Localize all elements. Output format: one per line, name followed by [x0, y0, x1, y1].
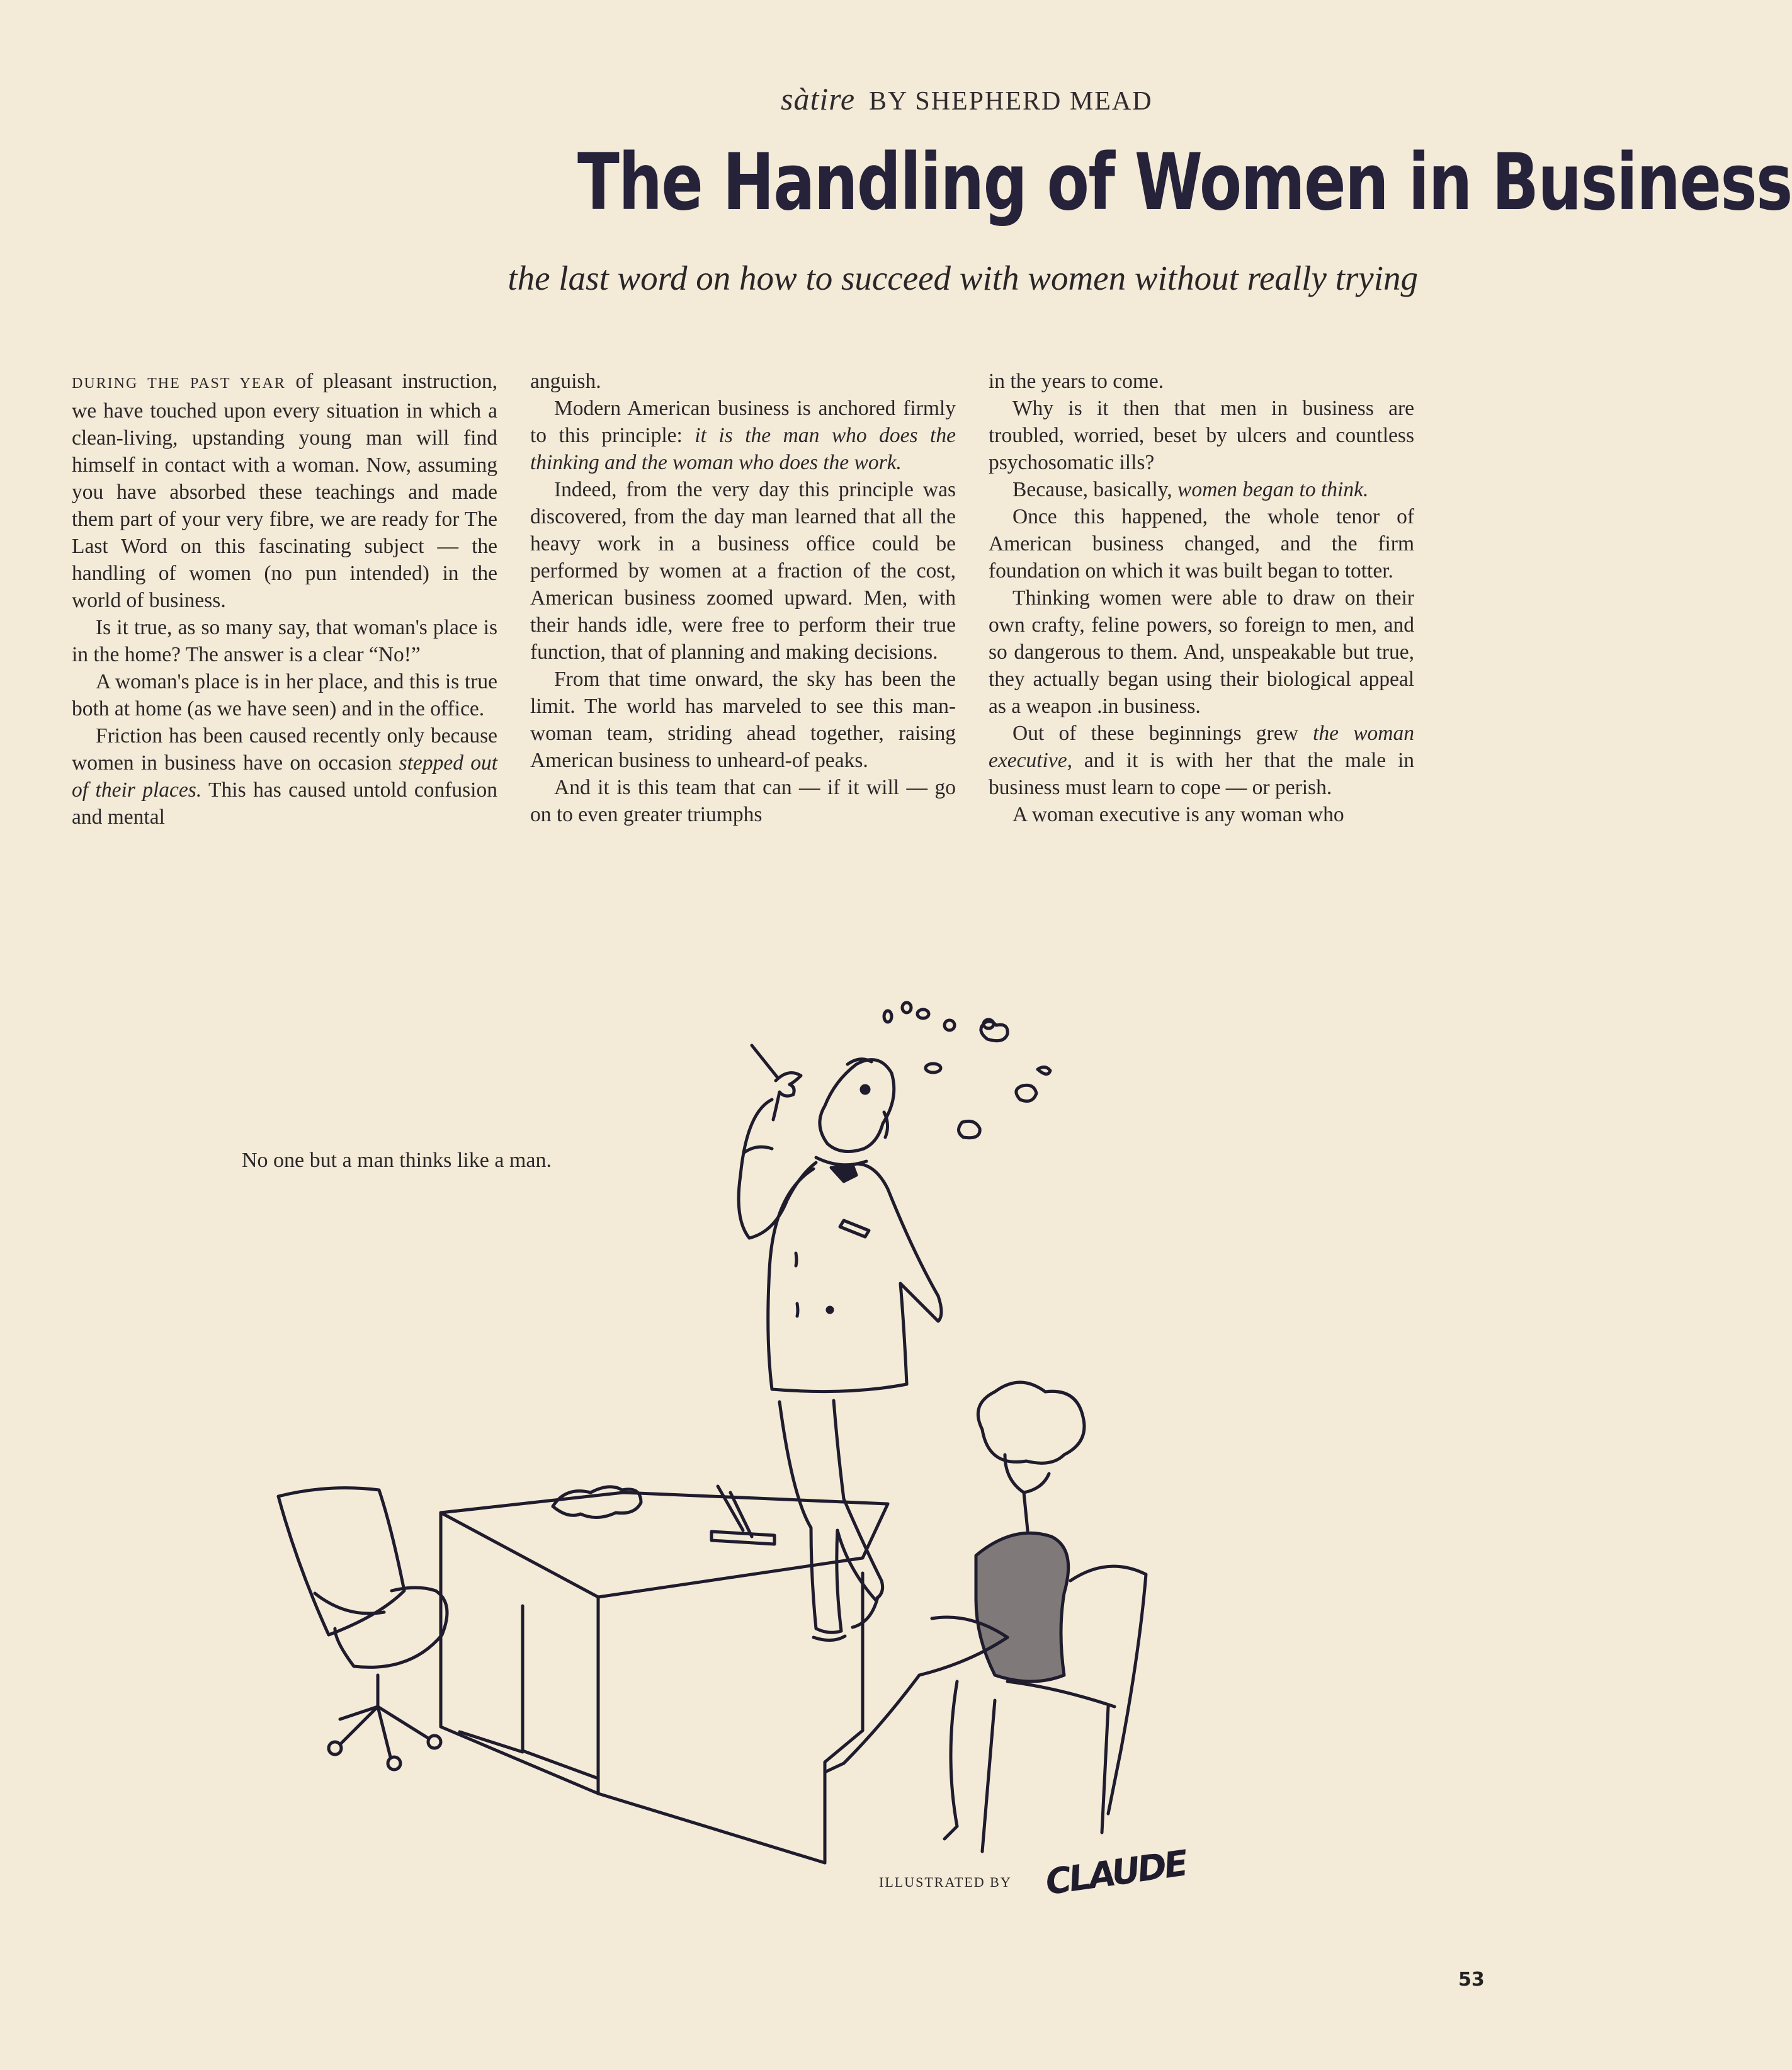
lead-in: DURING THE PAST YEAR — [72, 375, 286, 392]
paragraph: Is it true, as so many say, that woman's place is in the home? The answer is a clear “No!” — [72, 616, 497, 666]
cartoon-illustration — [252, 989, 1234, 1870]
subtitle: the last word on how to succeed with women without really trying — [508, 259, 1418, 297]
paragraph: Out of these beginnings grew the woman executive, and it is with her that the male in business must learn to cope — or perish. — [989, 722, 1414, 799]
man-figure — [739, 1045, 941, 1641]
headline: The Handling of Women in Business — [577, 137, 1792, 228]
section-label: sàtire — [781, 81, 856, 117]
cartoon-caption: No one but a man thinks like a man. — [242, 1149, 552, 1172]
artist-signature: CLAUDE — [1043, 1843, 1189, 1904]
paragraph: Indeed, from the very day this principle was discovered, from the day man learned that all the heavy work in a business office could be performed by women at a fraction of the cost, American business zoomed upward. Men, with their hands idle, were free to perform their true function, that of planning and making decisions. — [530, 478, 956, 664]
paragraph: A woman's place is in her place, and this is true both at home (as we have seen) and in the office. — [72, 670, 497, 720]
paragraph: And it is this team that can — if it will — go on to even greater triumphs — [530, 776, 956, 826]
page-number: 53 — [1458, 1969, 1485, 1991]
secretary-figure — [825, 1382, 1146, 1851]
paragraph: Because, basically, women began to think. — [1012, 478, 1369, 501]
column-3 — [989, 368, 1414, 828]
column-2 — [530, 368, 956, 828]
paragraph: Why is it then that men in business are troubled, worried, beset by ulcers and countless psychosomatic ills? — [989, 397, 1414, 474]
paragraph: A woman executive is any woman who — [1012, 803, 1344, 826]
paragraph: Once this happened, the whole tenor of American business changed, and the firm foundation on which it was built began to totter. — [989, 505, 1414, 583]
kicker — [781, 81, 1259, 117]
thought-bubbles — [884, 1003, 1050, 1138]
paragraph: From that time onward, the sky has been the limit. The world has marveled to see this man-woman team, striding ahead together, raising American business to unheard-of peaks. — [530, 668, 956, 772]
paragraph: in the years to come. — [989, 370, 1164, 393]
illustration-credit: ILLUSTRATED BY — [879, 1874, 1012, 1890]
paragraph: Friction has been caused recently only because women in business have on occasion stepped out of their places. This has caused untold confusion and mental — [72, 724, 498, 829]
paragraph: DURING THE PAST YEAR of pleasant instruction, we have touched upon every situation in which a clean-living, upstanding young man will find himself in contact with a woman. Now, assuming you have absorbed these teachings and made them part of your very fibre, we are ready for The Last Word on this fascinating subject — the handling of women (no pun intended) in the world of business. — [72, 370, 497, 612]
byline: BY SHEPHERD MEAD — [869, 87, 1153, 116]
paragraph: Modern American business is anchored firmly to this principle: it is the man who does the thinking and the woman who does the work. — [530, 397, 956, 474]
column-1 — [72, 368, 497, 831]
office-chair — [278, 1488, 447, 1770]
paragraph: Thinking women were able to draw on their own crafty, feline powers, so foreign to men, and so dangerous to them. And, unspeakable but true, they actually began using their biological appeal as a weapon .in business. — [989, 586, 1414, 718]
paragraph: anguish. — [530, 370, 601, 393]
desk — [441, 1486, 888, 1863]
